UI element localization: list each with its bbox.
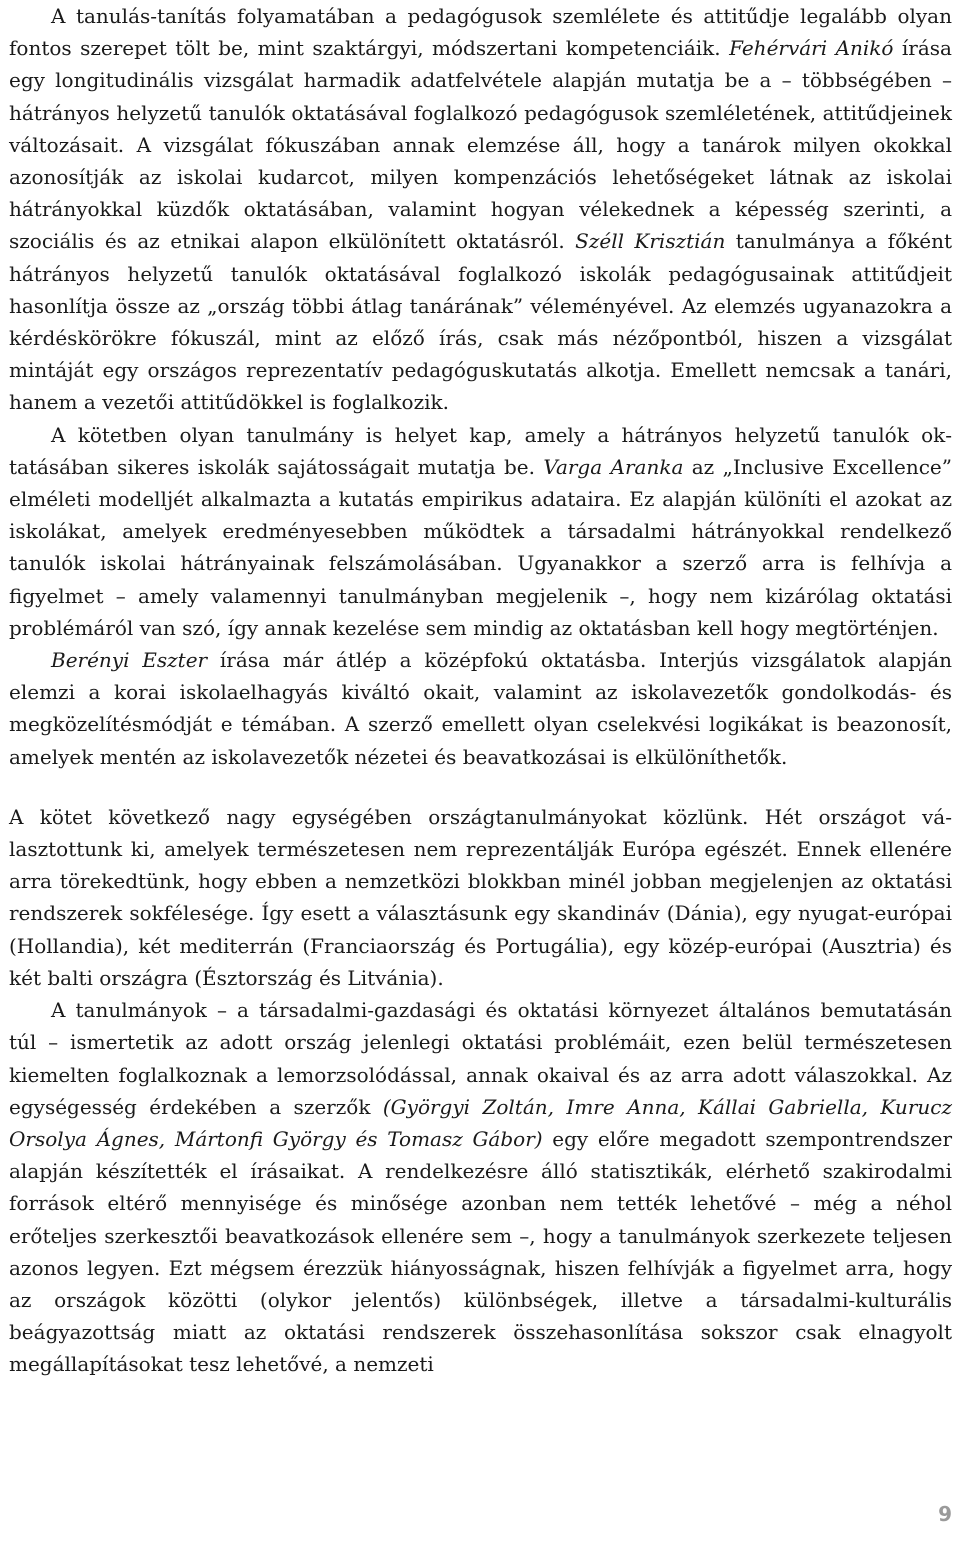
author-name-italic: Széll Krisztián	[575, 229, 726, 254]
text-run: A tanulmányok – a társadalmi-gazdasági és oktatási környezet általános bemutatásán túl – ismertetik az adott ország jelenlegi oktatási problémáit, ezen belül természetesen kiemelten foglalkoznak a lemorzsolódással, annak okaival és az arra adott válaszokkal. Az egységesség érdekében a szerzők	[9, 998, 952, 1119]
text-run: A kötetben olyan tanulmány is helyet kap, amely a hátrányos helyzetű tanulók oktatásában sikeres iskolák sajátosságait mutatja be.	[9, 422, 952, 479]
author-name-italic: Fehérvári Anikó	[729, 36, 894, 61]
text-run: az „Inclusive Excellence” elméleti modelljét alkalmazta a kutatás empirikus adataira. Ez alapján különíti el azokat az iskolákat, amelyek eredményesebben működtek a társadalmi hátrányokkal rendelkező tanulók iskolai hátrányainak felszámolásában. Ugyanakkor a szerző arra is felhívja a figyelmet – amely valamennyi tanulmányban megjelenik –, hogy nem kizárólag oktatási problémáról van szó, így annak kezelése sem mindig az oktatásban kell hogy megtörténjen.	[9, 454, 952, 640]
author-name-italic: (Györgyi Zoltán, Imre Anna, Kállai Gabriella, Kurucz Orsolya Ágnes, Mártonfi György és Tomasz Gábor)	[9, 1094, 952, 1151]
paragraph-teacher-attitudes	[9, 0, 952, 419]
text-run: A kötet következő nagy egységében országtanulmányokat közlünk. Hét országot választottunk ki, amelyek természetesen nem reprezentálják Európa egészét. Ennek ellenére arra törekedtünk, hogy ebben a nemzetközi blokkban minél jobban megjelenjen az oktatási rendszerek sokfélesége. Így esett a választásunk egy skandináv (Dánia), egy nyugat-európai (Hollandia), két mediterrán (Franciaország és Portugália), egy közép-európai (Ausztria) és két balti országra (Észtország és Litvánia).	[9, 804, 952, 990]
text-run: A tanulás-tanítás folyamatában a pedagógusok szemlélete és attitűdje legalább olyan fontos szerepet tölt be, mint szaktárgyi, módszertani kompetenciáik.	[9, 4, 952, 61]
text-run: tanulmánya a főként hátrányos helyzetű tanulók oktatásával foglalkozó iskolák pedagógusainak attitűdjeit hasonlítja össze az „ország többi átlag tanárának” véleményével. Az elemzés ugyanazokra a kérdéskörökre fókuszál, mint az előző írás, csak más nézőpontból, hiszen a vizsgálat mintáját egy országos reprezentatív pedagóguskutatás alkotja. Emellett nemcsak a tanári, hanem a vezetői attitűdökkel is foglalkozik.	[9, 229, 952, 415]
paragraph-early-school-leaving	[9, 644, 952, 773]
author-name-italic: Berényi Eszter	[51, 648, 208, 673]
paragraph-country-studies-structure	[9, 994, 952, 1380]
paragraph-successful-schools	[9, 419, 952, 644]
paragraph-country-studies	[9, 801, 952, 994]
document-page	[9, 0, 952, 1381]
page-number: 9	[938, 1502, 952, 1526]
text-run: egy előre megadott szempontrendszer alapján készítették el írásaikat. A rendelkezésre álló statisztikák, elérhető szakirodalmi források eltérő mennyisége és minősége azonban nem tették lehetővé – még a néhol erőteljes szerkesztői beavatkozások ellenére sem –, hogy a tanulmányok szerkezete teljesen azonos legyen. Ezt mégsem érezzük hiányosságnak, hiszen felhívják a figyelmet arra, hogy az országok közötti (olykor jelentős) különbségek, illetve a társadalmi-kulturális beágyazottság miatt az oktatási rendszerek összehasonlítása sokszor csak elnagyolt megállapításokat tesz lehetővé, a nemzeti	[9, 1126, 953, 1377]
text-run: írása egy longitudinális vizsgálat harmadik adatfelvétele alapján mutatja be a – többségében – hátrányos helyzetű tanulók oktatásával foglalkozó pedagógusok szemléletének, attitűdjeinek változásait. A vizsgálat fókuszában annak elemzése áll, hogy a tanárok milyen okokkal azonosítják az iskolai kudarcot, milyen kompenzációs lehetőségeket látnak az iskolai hátrányokkal küzdők oktatásában, valamint hogyan vélekednek a képesség szerinti, a szociális és az etnikai alapon elkülönített oktatásról.	[9, 36, 952, 254]
author-name-italic: Varga Aranka	[543, 454, 684, 479]
text-run: írása már átlép a középfokú oktatásba. Interjús vizsgálatok alapján elemzi a korai iskolaelhagyás kiváltó okait, valamint az iskolavezetők gondolkodás- és megközelítésmódját e témában. A szerző emellett olyan cselekvési logikákat is beazonosít, amelyek mentén az iskolavezetők nézetei és beavatkozásai is elkülöníthetők.	[9, 648, 952, 769]
